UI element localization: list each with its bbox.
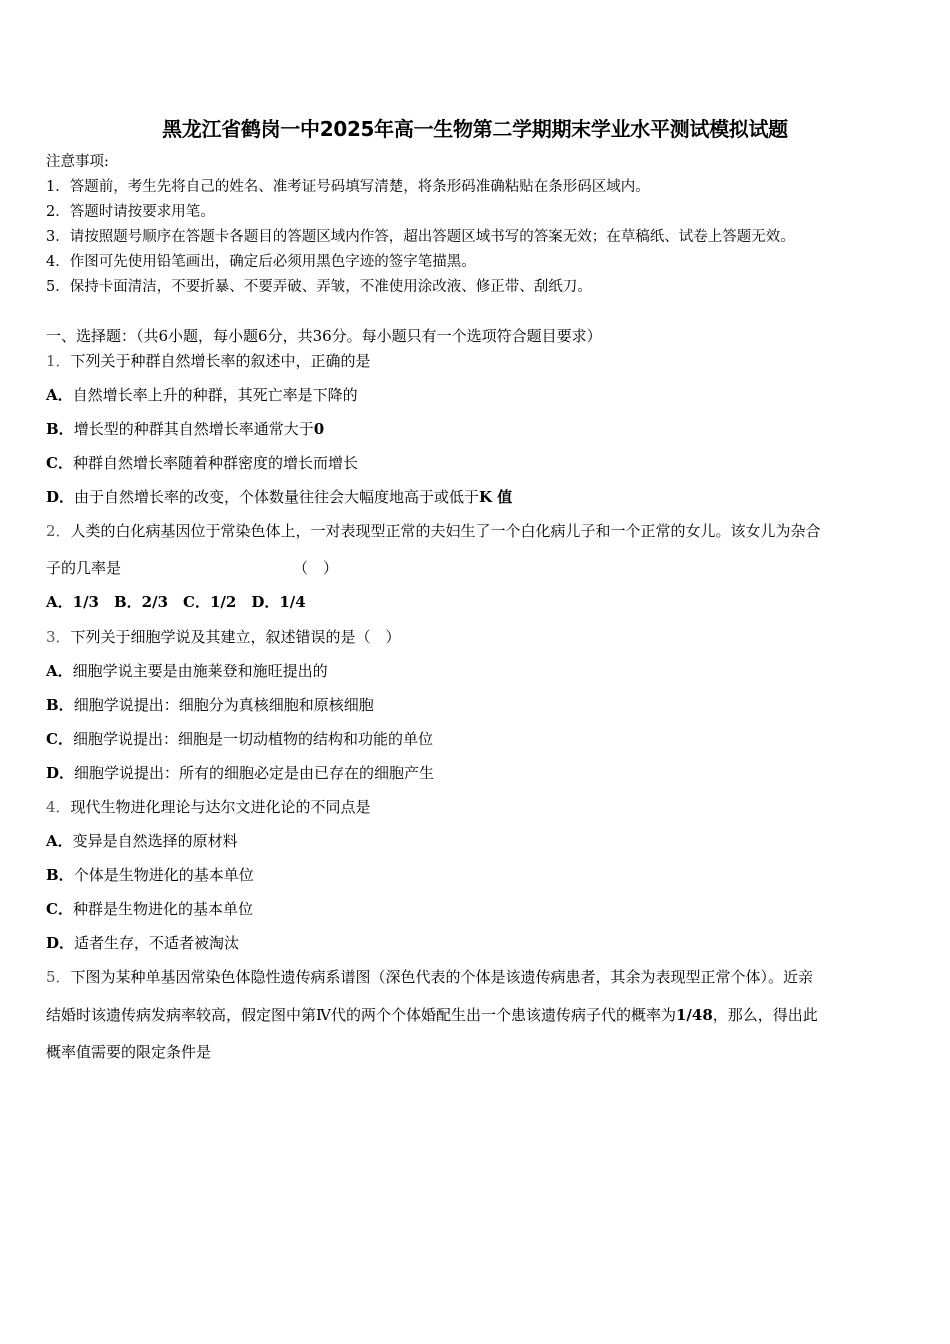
question-number: 4． [46,798,71,816]
answer-paren: （ ） [293,559,339,577]
option-text: 自然增长率上升的种群，其死亡率是下降的 [72,386,358,404]
question-3 [46,627,401,647]
notice-item-2: 2．答题时请按要求用笔。 [46,204,215,220]
option-text: 细胞学说提出：细胞是一切动植物的结构和功能的单位 [72,730,433,748]
question-stem: 下列关于种群自然增长率的叙述中，正确的是 [70,352,371,370]
question-stem-line2a: 结婚时该遗传病发病率较高，假定图中第Ⅳ代的两个个体婚配生出一个患该遗传病子代的概率为 [46,1006,676,1024]
question-number: 2． [46,522,71,540]
option-letter: D． [46,764,75,782]
option-4d [46,933,239,953]
question-2-continued [46,558,339,578]
option-4c [46,899,253,919]
option-3d [46,763,434,783]
option-3b [46,695,374,715]
question-stem: 下图为某种单基因常染色体隐性遗传病系谱图（深色代表的个体是该遗传病患者，其余为表现型正常个体）。近亲 [70,968,814,986]
option-letter: B． [46,866,74,884]
notice-heading: 注意事项: [46,154,109,170]
notice-item-3: 3．请按照题号顺序在答题卡各题目的答题区域内作答，超出答题区域书写的答案无效；在草稿纸、试卷上答题无效。 [46,229,795,245]
option-3a [46,661,328,681]
options-2-inline: A．1/3 B．2/3 C．1/2 D．1/4 [46,593,306,611]
option-letter: D． [46,934,75,952]
question-stem-line2: 子的几率是 [46,559,122,577]
option-letter: C． [46,730,73,748]
question-5-line2 [46,1005,818,1025]
probability-value: 1/48 [676,1006,713,1024]
option-letter: A． [46,386,73,404]
question-stem: 现代生物进化理论与达尔文进化论的不同点是 [70,798,371,816]
option-text: 细胞学说提出：细胞分为真核细胞和原核细胞 [73,696,374,714]
option-text: 个体是生物进化的基本单位 [73,866,254,884]
notice-item-1: 1．答题前，考生先将自己的姓名、准考证号码填写清楚，将条形码准确粘贴在条形码区域内。 [46,179,650,195]
option-text: 细胞学说提出：所有的细胞必定是由已存在的细胞产生 [74,764,435,782]
notice-item-4: 4．作图可先使用铅笔画出，确定后必须用黑色字迹的签字笔描黑。 [46,254,476,270]
question-stem-line2c: ，那么，得出此 [712,1006,818,1024]
option-text: 种群是生物进化的基本单位 [72,900,253,918]
question-1 [46,351,371,371]
question-4 [46,797,371,817]
question-stem: 人类的白化病基因位于常染色体上，一对表现型正常的夫妇生了一个白化病儿子和一个正常的女儿。该女儿为杂合 [70,522,821,540]
option-letter: B． [46,420,74,438]
option-1d [46,487,512,507]
question-stem: 下列关于细胞学说及其建立，叙述错误的是（ ） [70,628,401,646]
option-text-tail: K 值 [479,488,513,506]
option-1a [46,385,358,405]
notice-item-5: 5．保持卡面清洁，不要折暴、不要弄破、弄皱，不准使用涂改液、修正带、刮纸刀。 [46,279,592,295]
option-letter: D． [46,488,75,506]
option-3c [46,729,433,749]
question-number: 3． [46,628,71,646]
option-text-tail: 0 [313,420,325,438]
page-title: 黑龙江省鹤岗一中2025年高一生物第二学期期末学业水平测试模拟试题 [162,117,788,141]
question-5-line3: 概率值需要的限定条件是 [46,1043,212,1061]
question-number: 5． [46,968,71,986]
question-number: 1． [46,352,71,370]
option-text: 增长型的种群其自然增长率通常大于 [73,420,314,438]
question-5 [46,967,813,987]
option-1c [46,453,358,473]
option-text: 适者生存，不适者被淘汰 [74,934,240,952]
option-text: 种群自然增长率随着种群密度的增长而增长 [72,454,358,472]
option-1b [46,419,324,439]
option-4a [46,831,238,851]
option-letter: A． [46,662,73,680]
option-text: 由于自然增长率的改变，个体数量往往会大幅度地高于或低于 [74,488,480,506]
option-letter: B． [46,696,74,714]
option-letter: C． [46,454,73,472]
section-heading: 一、选择题：（共6小题，每小题6分，共36分。每小题只有一个选项符合题目要求） [46,327,602,345]
option-text: 细胞学说主要是由施莱登和施旺提出的 [72,662,328,680]
option-letter: A． [46,832,73,850]
option-letter: C． [46,900,73,918]
option-4b [46,865,254,885]
option-text: 变异是自然选择的原材料 [72,832,238,850]
question-2 [46,521,821,541]
